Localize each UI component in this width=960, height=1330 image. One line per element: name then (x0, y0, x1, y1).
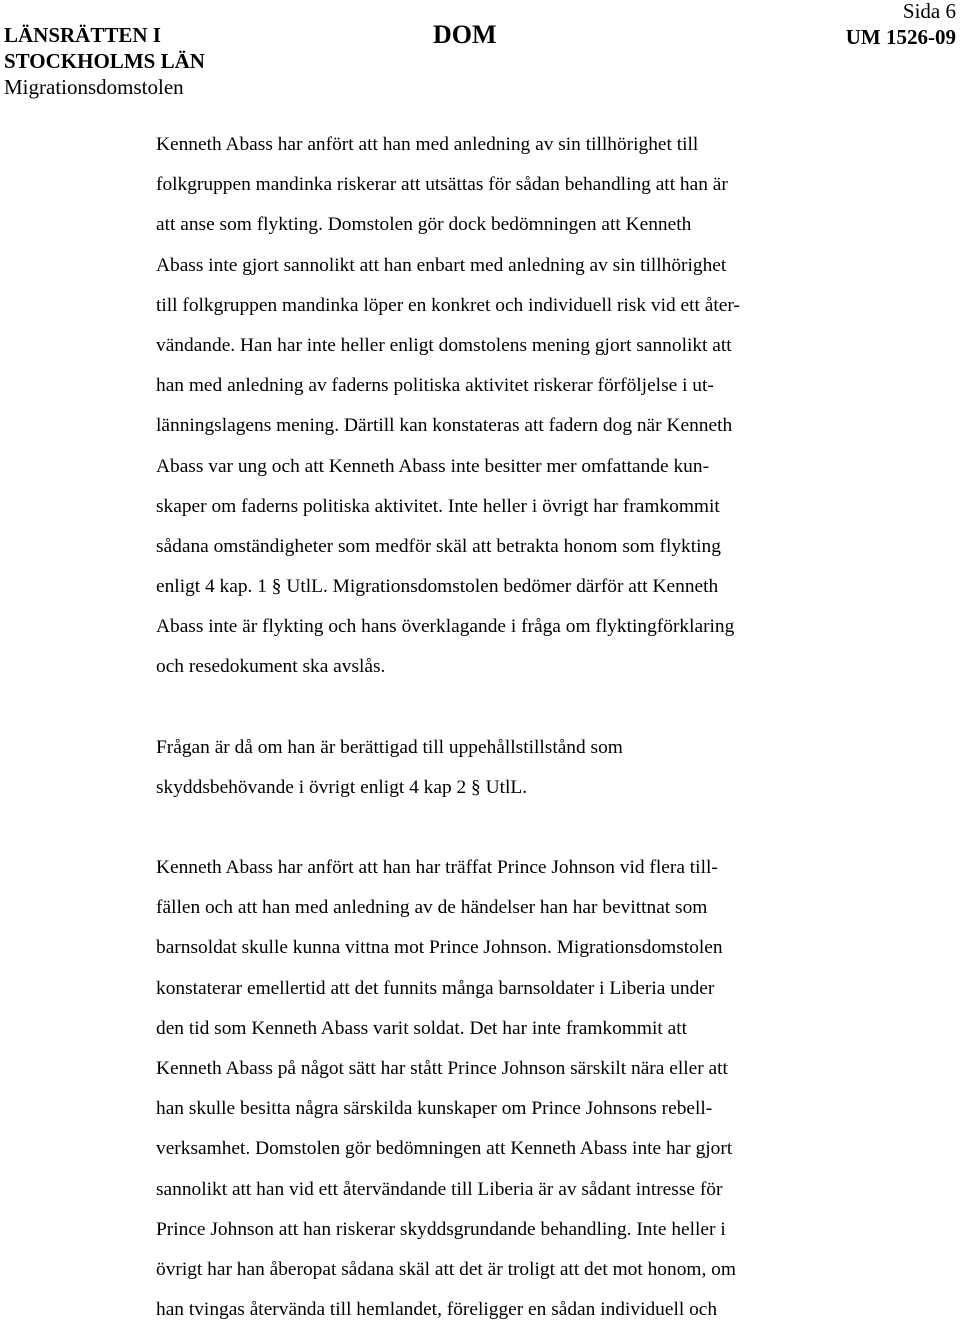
paragraph-line: Abass inte är flykting och hans överklagande i fråga om flyktingförklaring (156, 616, 735, 638)
page-info (846, 0, 956, 50)
paragraph-spacer (156, 808, 916, 848)
paragraph-line: konstaterar emellertid att det funnits många barnsoldater i Liberia under (156, 977, 715, 999)
paragraph-line: sådana omständigheter som medför skäl att betrakta honom som flykting (156, 535, 721, 557)
paragraph-line: skaper om faderns politiska aktivitet. Inte heller i övrigt har framkommit (156, 495, 720, 517)
paragraph-line: Abass inte gjort sannolikt att han enbart med anledning av sin tillhörighet (156, 254, 727, 276)
paragraph-line: sannolikt att han vid ett återvändande till Liberia är av sådant intresse för (156, 1178, 723, 1200)
paragraph-line: folkgruppen mandinka riskerar att utsättas för sådan behandling att han är (156, 174, 728, 196)
paragraph-line: och resedokument ska avslås. (156, 656, 386, 678)
court-name-line-1: LÄNSRÄTTEN I (4, 23, 161, 47)
document-type: DOM (433, 20, 497, 49)
paragraph-2 (156, 728, 916, 808)
court-name (4, 22, 205, 100)
paragraph-line: Kenneth Abass på något sätt har stått Prince Johnson särskilt nära eller att (156, 1057, 728, 1079)
paragraph-line: till folkgruppen mandinka löper en konkret och individuell risk vid ett åter- (156, 294, 740, 316)
paragraph-3 (156, 848, 916, 1330)
court-division: Migrationsdomstolen (4, 75, 184, 99)
paragraph-line: den tid som Kenneth Abass varit soldat. Det har inte framkommit att (156, 1017, 687, 1039)
paragraph-line: fällen och att han med anledning av de händelser han har bevittnat som (156, 897, 708, 919)
paragraph-line: verksamhet. Domstolen gör bedömningen att Kenneth Abass inte har gjort (156, 1138, 733, 1160)
paragraph-line: att anse som flykting. Domstolen gör dock bedömningen att Kenneth (156, 214, 692, 236)
page-number: Sida 6 (902, 0, 956, 23)
paragraph-line: skyddsbehövande i övrigt enligt 4 kap 2 § UtlL. (156, 776, 528, 798)
paragraph-spacer (156, 688, 916, 728)
paragraph-line: Kenneth Abass har anfört att han har träffat Prince Johnson vid flera till- (156, 857, 718, 878)
paragraph-line: länningslagens mening. Därtill kan konstateras att fadern dog när Kenneth (156, 415, 733, 437)
paragraph-line: Prince Johnson att han riskerar skyddsgrundande behandling. Inte heller i (156, 1218, 726, 1240)
paragraph-line: barnsoldat skulle kunna vittna mot Prince Johnson. Migrationsdomstolen (156, 937, 723, 959)
paragraph-line: vändande. Han har inte heller enligt domstolens mening gjort sannolikt att (156, 334, 732, 356)
paragraph-line: enligt 4 kap. 1 § UtlL. Migrationsdomstolen bedömer därför att Kenneth (156, 576, 719, 598)
paragraph-line: Abass var ung och att Kenneth Abass inte besitter mer omfattande kun- (156, 455, 710, 477)
paragraph-line: han med anledning av faderns politiska aktivitet riskerar förföljelse i ut- (156, 375, 714, 397)
paragraph-1 (156, 125, 916, 688)
paragraph-line: han tvingas återvända till hemlandet, föreligger en sådan individuell och (156, 1299, 718, 1321)
case-number: UM 1526-09 (845, 25, 956, 49)
document-body (156, 125, 916, 1330)
paragraph-line: Kenneth Abass har anfört att han med anledning av sin tillhörighet till (156, 134, 699, 155)
court-name-line-2: STOCKHOLMS LÄN (4, 49, 205, 73)
paragraph-line: övrigt har han åberopat sådana skäl att det är troligt att det mot honom, om (156, 1258, 736, 1280)
paragraph-line: han skulle besitta några särskilda kunskaper om Prince Johnsons rebell- (156, 1098, 713, 1120)
paragraph-line: Frågan är då om han är berättigad till uppehållstillstånd som (156, 736, 623, 758)
